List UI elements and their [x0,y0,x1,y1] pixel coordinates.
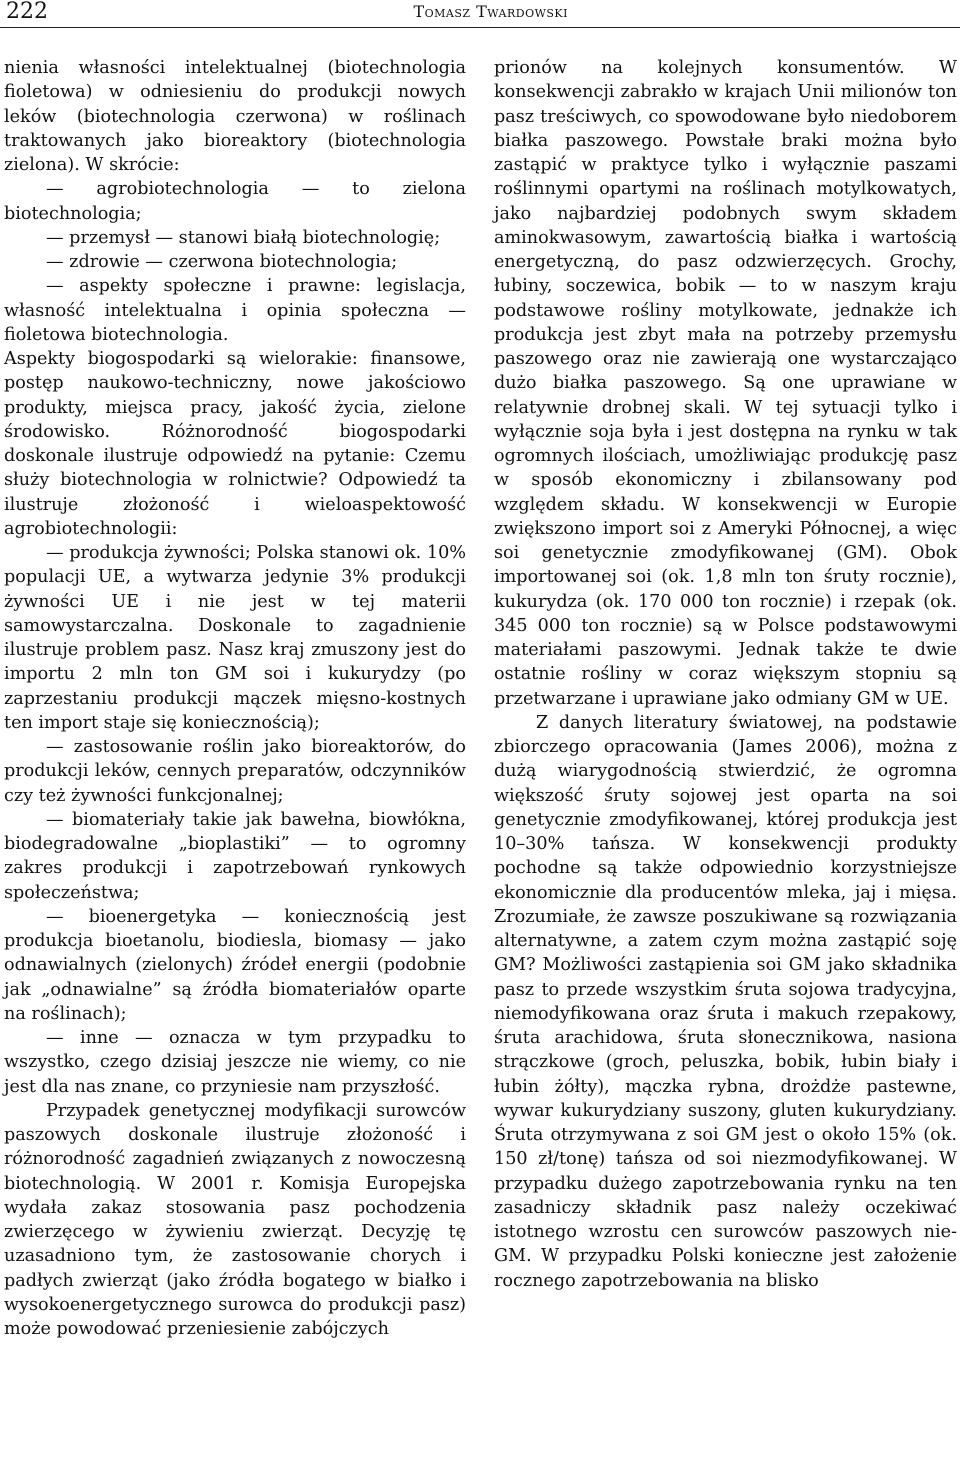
right-column-paragraph: Z danych literatury światowej, na podstawie zbiorczego opracowania (James 2006), można z dużą wiarygodnością stwierdzić, że ogromna większość śruty sojowej jest oparta na soi genetycznie zmodyfikowanej, której produkcja jest 10–30% tańsza. W konsekwencji produkty pochodne są także odpowiednio korzystniejsze ekonomicznie dla producentów mleka, jaj i mięsa. Zrozumiałe, że zawsze poszukiwane są rozwiązania alternatywne, a zatem czym można zastąpić soję GM? Możliwości zastąpienia soi GM jako składnika pasz to przede wszystkim śruta sojowa tradycyjna, niemodyfikowana oraz śruta i makuch rzepakowy, śruta arachidowa, śruta słonecznikowa, nasiona strączkowe (groch, peluszka, bobik, łubin biały i łubin żółty), mączka rybna, drożdże pastewne, wywar kukurydziany suszony, gluten kukurydziany. Śruta otrzymywana z soi GM jest o około 15% (ok. 150 zł/tonę) tańsza od soi niezmodyfikowanej. W przypadku dużego zapotrzebowania rynku na ten zasadniczy składnik pasz należy oczekiwać istotnego wzrostu cen surowców paszowych nie-GM. W przypadku Polski konieczne jest założenie rocznego zapotrzebowania na blisko [494,712,957,1291]
left-column-paragraph: — przemysł — stanowi białą biotechnologię; [46,227,441,248]
left-column-paragraph: Przypadek genetycznej modyfikacji surowców paszowych doskonale ilustruje złożoność i różnorodność zagadnień związanych z nowoczesną biotechnologią. W 2001 r. Komisja Europejska wydała zakaz stosowania pasz pochodzenia zwierzęcego w żywieniu zwierząt. Decyzję tę uzasadniono tym, że zastosowanie chorych i padłych zwierząt (jako źródła bogatego w białko i wysokoenergetycznego surowca do produkcji pasz) może powodować przeniesienie zabójczych [4,1100,466,1339]
left-column-paragraph: — agrobiotechnologia — to zielona biotechnologia; [4,179,466,224]
right-text-column [494,56,957,1293]
running-head-author: Tomasz Twardowski [413,2,568,21]
left-text-column [4,56,466,1341]
left-column-paragraph: Aspekty biogospodarki są wielorakie: finansowe, postęp naukowo-techniczny, nowe jakościowo produkty, miejsca pracy, jakość życia, zielone środowisko. Różnorodność biogospodarki doskonale ilustruje odpowiedź na pytanie: Czemu służy biotechnologia w rolnictwie? Odpowiedź ta ilustruje złożoność i wieloaspektowość agrobiotechnologii: [4,349,466,539]
right-column-paragraph: prionów na kolejnych konsumentów. W konsekwencji zabrakło w krajach Unii milionów ton pasz treściwych, co spowodowane było niedoborem białka paszowego. Powstałe braki można było zastąpić w praktyce tylko i wyłącznie paszami roślinnymi opartymi na roślinach motylkowatych, jako najbardziej podobnych swym składem aminokwasowym, zawartością białka i wartością energetyczną, do pasz odzwierzęcych. Grochy, łubiny, soczewica, bobik — to w naszym kraju podstawowe rośliny motylkowate, jednakże ich produkcja jest zbyt mała na potrzeby przemysłu paszowego oraz nie zawierają one wystarczająco dużo białka paszowego. Są one uprawiane w relatywnie drobnej skali. W tej sytuacji tylko i wyłącznie soja była i jest dostępna na rynku w tak ogromnych ilościach, umożliwiając produkcję pasz w sposób ekonomiczny i zbilansowany pod względem składu. W konsekwencji w Europie zwiększono import soi z Ameryki Północnej, a więc soi genetycznie zmodyfikowanej (GM). Obok importowanej soi (ok. 1,8 mln ton śruty rocznie), kukurydza (ok. 170 000 ton rocznie) i rzepak (ok. 345 000 ton rocznie) są w Polsce podstawowymi materiałami paszowymi. Jednak także te dwie ostatnie rośliny w coraz większym stopniu są przetwarzane i uprawiane jako odmiany GM w UE. [494,58,957,709]
left-column-paragraph: — zastosowanie roślin jako bioreaktorów, do produkcji leków, cennych preparatów, odczynników czy też żywności funkcjonalnej; [4,737,466,806]
left-column-paragraph: — bioenergetyka — koniecznością jest produkcja bioetanolu, biodiesla, biomasy — jako odnawialnych (zielonych) źródeł energii (podobnie jak „odnawialne” są źródła biomateriałów oparte na roślinach); [4,906,466,1024]
left-column-paragraph: — produkcja żywności; Polska stanowi ok. 10% populacji UE, a wytwarza jedynie 3% produkcji żywności UE i nie jest w tej materii samowystarczalna. Doskonale to zagadnienie ilustruje problem pasz. Nasz kraj zmuszony jest do importu 2 mln ton GM soi i kukurydzy (po zaprzestaniu produkcji mączek mięsno-kostnych ten import staje się koniecznością); [4,543,466,733]
header-rule [0,27,960,28]
left-column-paragraph: — zdrowie — czerwona biotechnologia; [46,252,398,272]
page-number: 222 [6,0,48,24]
left-column-paragraph: — inne — oznacza w tym przypadku to wszystko, czego dzisiaj jeszcze nie wiemy, co nie jest dla nas znane, co przyniesie nam przyszłość. [4,1028,466,1097]
page-header [0,0,960,26]
left-column-paragraph: — biomateriały takie jak bawełna, biowłókna, biodegradowalne „bioplastiki” — to ogromny zakres produkcji i zapotrzebowań rynkowych społeczeństwa; [4,809,466,903]
left-column-paragraph: — aspekty społeczne i prawne: legislacja, własność intelektualna i opinia społeczna — fioletowa biotechnologia. [4,276,466,345]
left-column-paragraph: nienia własności intelektualnej (biotechnologia fioletowa) w odniesieniu do produkcji nowych leków (biotechnologia czerwona) w roślinach traktowanych jako bioreaktory (biotechnologia zielona). W skrócie: [4,58,466,175]
